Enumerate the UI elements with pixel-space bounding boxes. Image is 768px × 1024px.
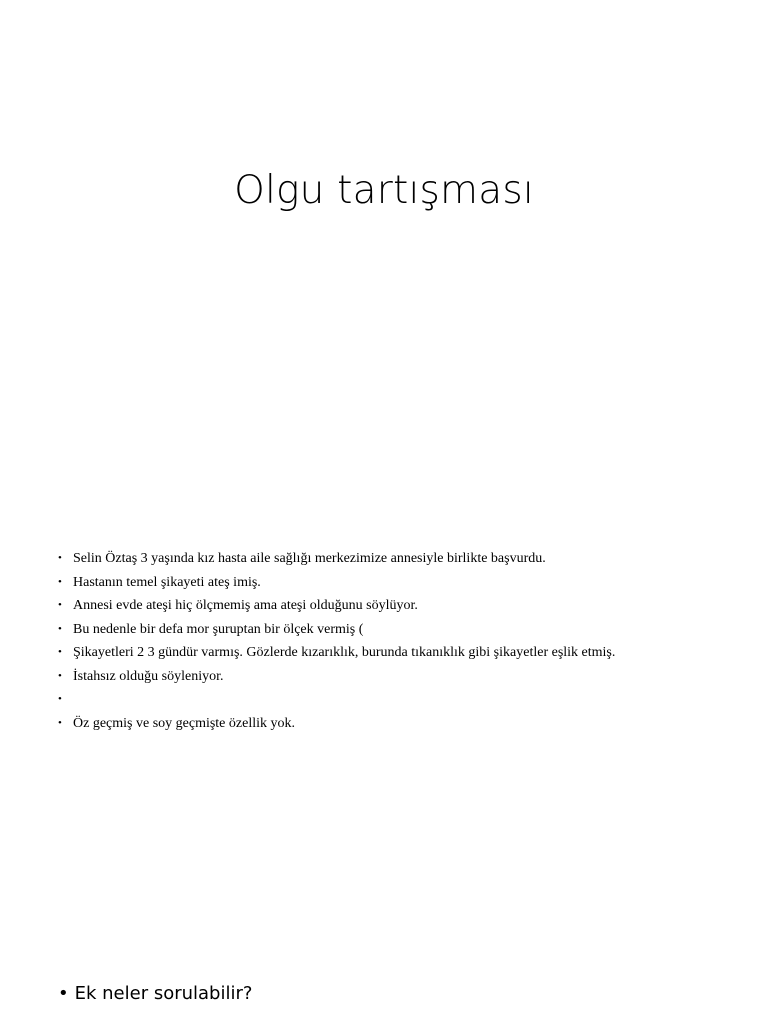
- list-item-text: Bu nedenle bir defa mor şuruptan bir ölçek vermiş (: [73, 621, 364, 637]
- list-item: [58, 571, 748, 595]
- bullet-icon: •: [58, 646, 62, 658]
- question-bullet: [58, 980, 252, 1008]
- bullet-icon: •: [58, 575, 62, 588]
- list-item: [58, 618, 748, 642]
- list-item: [58, 688, 748, 712]
- list-item-text: İstahsız olduğu söyleniyor.: [73, 668, 224, 684]
- list-item-text: Annesi evde ateşi hiç ölçmemiş ama ateşi olduğunu söylüyor.: [73, 598, 418, 613]
- list-item-text: Hastanın temel şikayeti ateş imiş.: [73, 574, 261, 590]
- list-item: [58, 641, 748, 665]
- bullet-icon: •: [58, 716, 62, 729]
- list-item-text: Selin Öztaş 3 yaşında kız hasta aile sağlığı merkezimize annesiyle birlikte başvurdu.: [73, 551, 546, 566]
- bullet-icon: •: [58, 599, 62, 611]
- list-item: [58, 547, 748, 571]
- list-item: [58, 594, 748, 618]
- bullet-icon: •: [58, 693, 62, 705]
- list-item: [58, 712, 748, 736]
- list-item-text: Şikayetleri 2 3 gündür varmış. Gözlerde kızarıklık, burunda tıkanıklık gibi şikayetler eşlik etmiş.: [73, 645, 616, 660]
- list-item: [58, 665, 748, 689]
- question-text: Ek neler sorulabilir?: [74, 983, 253, 1004]
- bullet-icon: •: [58, 622, 62, 635]
- list-item-text: Öz geçmiş ve soy geçmişte özellik yok.: [73, 715, 295, 731]
- bullet-icon: •: [58, 669, 62, 682]
- slide-title: Olgu tartışması: [234, 168, 534, 213]
- bullet-icon: •: [58, 983, 69, 1004]
- bullet-icon: •: [58, 552, 62, 564]
- case-bullet-list: [58, 547, 748, 735]
